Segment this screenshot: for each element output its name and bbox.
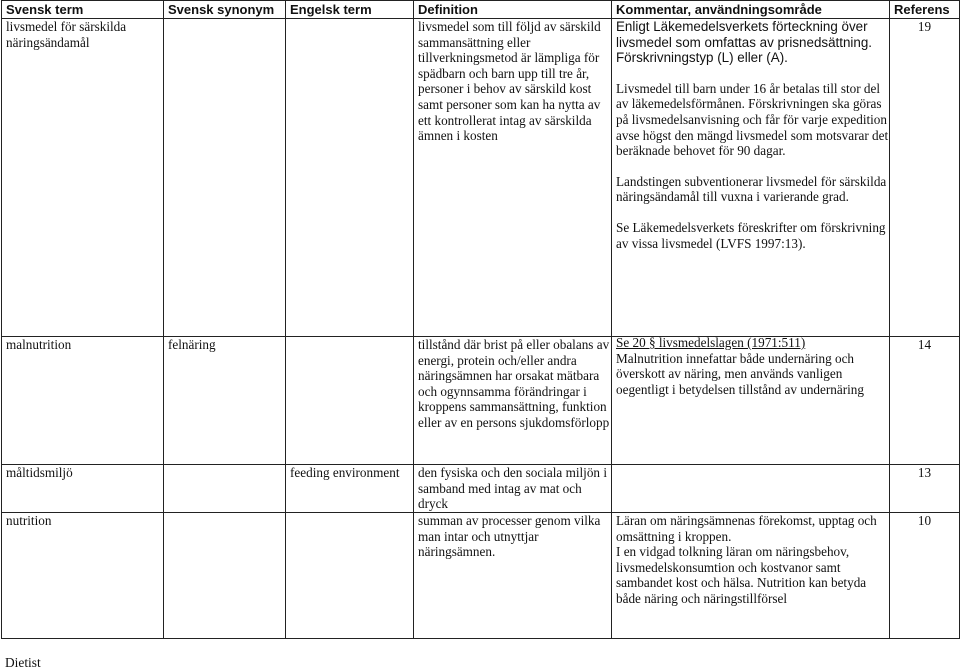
engelsk-term-cell	[286, 19, 414, 337]
header-svensk-synonym: Svensk synonym	[164, 1, 286, 19]
engelsk-term-cell	[286, 337, 414, 465]
table-row	[2, 19, 960, 337]
kommentar-paragraph: Malnutrition innefattar både undernäring och överskott av näring, men används vanligen oegentligt i betydelsen tillstånd av undernäring	[616, 350, 864, 397]
header-kommentar: Kommentar, användningsområde	[612, 1, 890, 19]
svensk-synonym-cell	[164, 465, 286, 513]
definition-cell: livsmedel som till följd av särskild sammansättning eller tillverkningsmetod är lämpliga för spädbarn och barn upp till tre år, personer i behov av särskild kost samt personer som kan ha nytta av ett kontrollerat intag av särskilda ämnen i kosten	[414, 19, 612, 337]
header-row	[2, 1, 960, 19]
header-svensk-term: Svensk term	[2, 1, 164, 19]
svensk-term-cell: malnutrition	[2, 337, 164, 465]
svensk-synonym-cell: felnäring	[164, 337, 286, 465]
kommentar-paragraph: Livsmedel till barn under 16 år betalas till stor del av läkemedelsförmånen. Förskrivningen ska göras på livsmedelsanvisning och får för varje expedition avse högst den mängd livsmedel som motsvarar det beräknade behovet för 90 dagar.	[616, 80, 889, 159]
table-row	[2, 337, 960, 465]
kommentar-paragraph: Enligt Läkemedelsverkets förteckning över livsmedel som omfattas av prisnedsättning. Förskrivningstyp (L) eller (A).	[616, 19, 873, 66]
engelsk-term-cell: feeding environment	[286, 465, 414, 513]
lagrum-reference[interactable]: Se 20 § livsmedelslagen (1971:511)	[616, 335, 806, 350]
svensk-synonym-cell	[164, 513, 286, 639]
kommentar-paragraph: Se Läkemedelsverkets föreskrifter om förskrivning av vissa livsmedel (LVFS 1997:13).	[616, 219, 886, 251]
definition-cell: tillstånd där brist på eller obalans av energi, protein och/eller andra näringsämnen har orsakat mätbara och ogynnsamma förändringar i kroppens sammansättning, funktion eller av en persons sjukdomsförlopp	[414, 337, 612, 465]
terminology-table	[1, 0, 960, 639]
kommentar-paragraph: Landstingen subventionerar livsmedel för särskilda näringsändamål till vuxna i varierande grad.	[616, 173, 887, 205]
table-row	[2, 513, 960, 639]
page-footer: Dietist	[5, 655, 41, 670]
definition-cell: summan av processer genom vilka man intar och utnyttjar näringsämnen.	[414, 513, 612, 639]
kommentar-cell	[612, 465, 890, 513]
svensk-term-cell: nutrition	[2, 513, 164, 639]
header-referens: Referens	[890, 1, 960, 19]
kommentar-paragraph: I en vidgad tolkning läran om näringsbehov, livsmedelskonsumtion och kostvanor samt sambandet kost och hälsa. Nutrition kan betyda både näring och näringstillförsel	[616, 544, 867, 606]
svensk-synonym-cell	[164, 19, 286, 337]
svensk-term-cell: livsmedel för särskilda näringsändamål	[2, 19, 164, 337]
referens-cell: 14	[890, 337, 960, 465]
definition-cell: den fysiska och den sociala miljön i samband med intag av mat och dryck	[414, 465, 612, 513]
engelsk-term-cell	[286, 513, 414, 639]
referens-cell: 10	[890, 513, 960, 639]
referens-cell: 19	[890, 19, 960, 337]
kommentar-cell	[612, 337, 890, 465]
header-definition: Definition	[414, 1, 612, 19]
svensk-term-cell: måltidsmiljö	[2, 465, 164, 513]
kommentar-cell	[612, 19, 890, 337]
kommentar-cell	[612, 513, 890, 639]
table-row	[2, 465, 960, 513]
referens-cell: 13	[890, 465, 960, 513]
kommentar-paragraph: Läran om näringsämnenas förekomst, upptag och omsättning i kroppen.	[616, 513, 877, 544]
header-engelsk-term: Engelsk term	[286, 1, 414, 19]
